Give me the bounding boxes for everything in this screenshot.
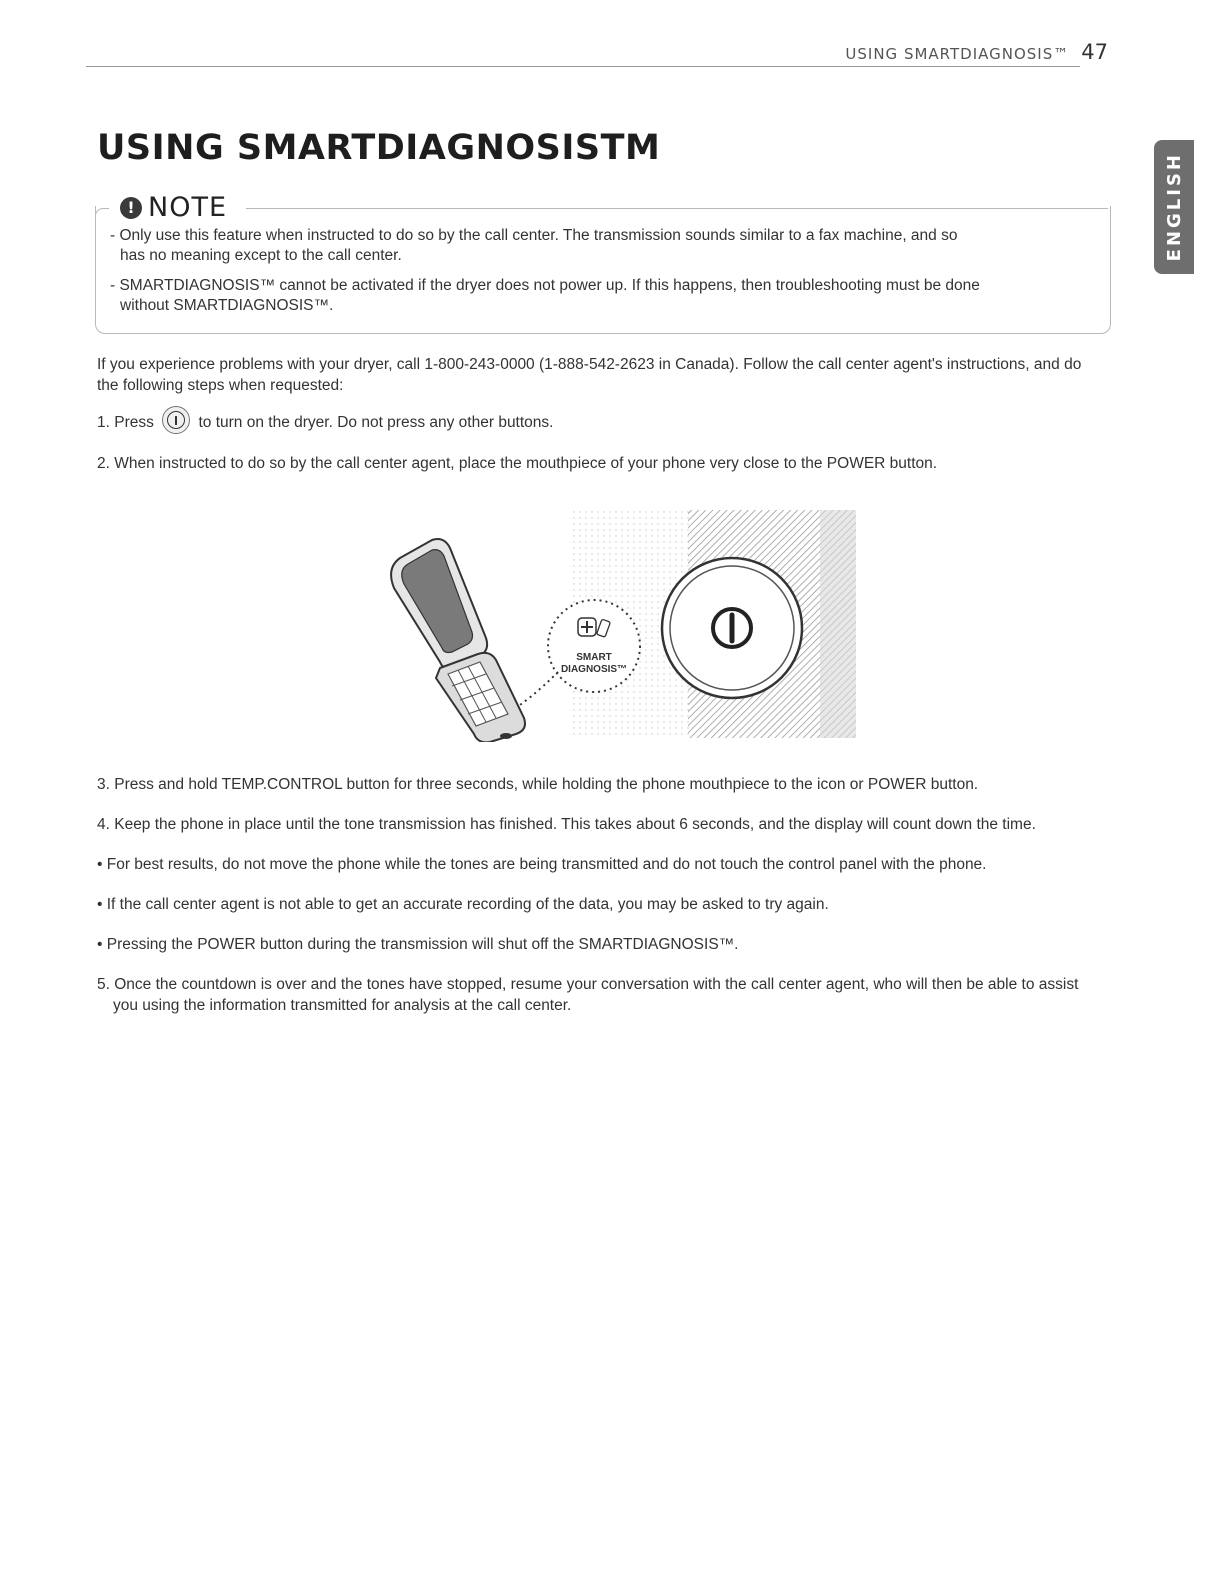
step-1-after: to turn on the dryer. Do not press any other buttons.	[198, 414, 554, 432]
step-2: 2. When instructed to do so by the call center agent, place the mouthpiece of your phone very close to the POWER button.	[97, 455, 938, 472]
step-3: 3. Press and hold TEMP.CONTROL button for three seconds, while holding the phone mouthpiece to the icon or POWER button.	[97, 776, 979, 793]
step-5: 5. Once the countdown is over and the tones have stopped, resume your conversation with the call center agent, who will then be able to assist you using the information transmitted for analysis at the call center.	[97, 976, 1079, 1014]
running-title: USING SMARTDIAGNOSIS™	[845, 45, 1070, 63]
running-header	[845, 40, 1108, 64]
smart-diagnosis-icon-circle	[548, 600, 640, 692]
step-1-before: 1. Press	[97, 414, 154, 432]
language-tab	[1154, 140, 1194, 274]
intro-paragraph: If you experience problems with your dryer, call 1-800-243-0000 (1-888-542-2623 in Canada). Follow the call center agent's instructions, and do the following steps when requested:	[97, 356, 1082, 394]
phone-to-power-button-illustration	[380, 510, 860, 742]
step-4: 4. Keep the phone in place until the tone transmission has finished. This takes about 6 seconds, and the display will count down the time.	[97, 816, 1036, 833]
note-items	[106, 226, 986, 326]
diagnosis-label: DIAGNOSIS™	[560, 664, 628, 675]
language-tab-label: ENGLISH	[1163, 152, 1185, 262]
step-1	[97, 412, 1107, 434]
warning-icon: !	[120, 197, 142, 219]
instructions-part-1	[97, 354, 1107, 493]
tip-bullet: • Pressing the POWER button during the transmission will shut off the SMARTDIAGNOSIS™.	[97, 936, 739, 953]
flip-phone	[391, 539, 525, 742]
note-item: - SMARTDIAGNOSIS™ cannot be activated if the dryer does not power up. If this happens, then troubleshooting must be done without SMARTDIAGNOSIS™.	[110, 277, 980, 314]
power-button-icon	[162, 406, 190, 434]
page-title: USING SMARTDIAGNOSISTM	[97, 128, 661, 168]
note-heading	[118, 192, 233, 223]
tip-bullet: • For best results, do not move the phone while the tones are being transmitted and do not touch the control panel with the phone.	[97, 856, 987, 873]
note-item: - Only use this feature when instructed to do so by the call center. The transmission sounds similar to a fax machine, and so has no meaning except to the call center.	[110, 227, 958, 264]
instructions-part-2	[97, 774, 1107, 1035]
note-label: NOTE	[148, 192, 228, 223]
page-number: 47	[1081, 40, 1108, 64]
tip-bullet: • If the call center agent is not able to get an accurate recording of the data, you may be asked to try again.	[97, 896, 829, 913]
smart-label: SMART	[576, 652, 612, 663]
header-rule	[86, 66, 1080, 67]
